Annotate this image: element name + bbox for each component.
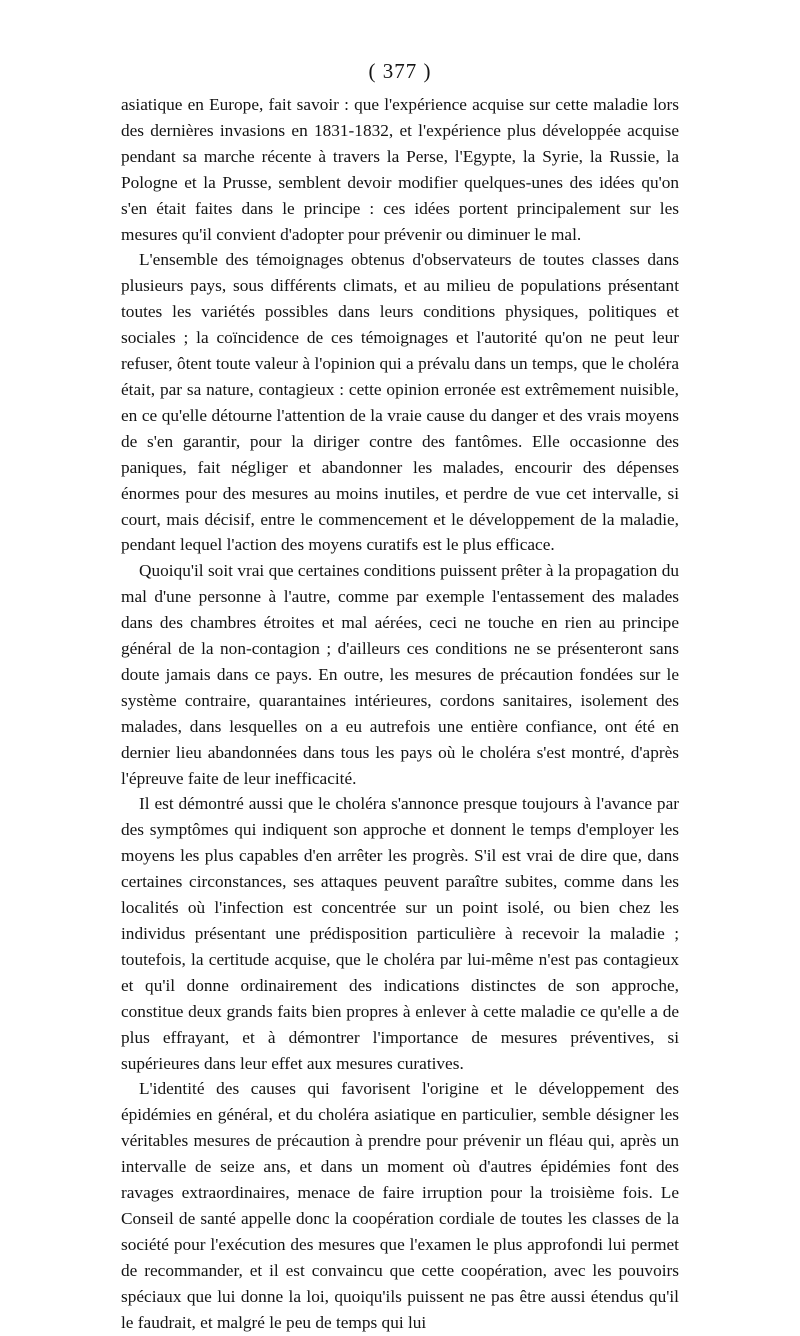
paragraph-identite-causes: L'identité des causes qui favorisent l'origine et le développement des épidémies en général, et du choléra asiatique en particulier, semble désigner les véritables mesures de précaution à prendre pour prévenir un fléau qui, après un intervalle de seize ans, et dans un moment où d'autres épidémies font des ravages extraordinaires, menace de faire irruption pour la troisième fois. Le Conseil de santé appelle donc la coopération cordiale de toutes les classes de la société pour l'exécution des mesures que l'examen le plus approfondi lui permet de recommander, et il est convaincu que cette coopération, avec les pouvoirs spéciaux que lui donne la loi, quoiqu'ils puissent ne pas être aussi étendus qu'il le faudrait, et malgré le peu de temps qui lui xyxy=(121,1079,679,1332)
paragraph-propagation: Quoiqu'il soit vrai que certaines conditions puissent prêter à la propagation du mal d'une personne à l'autre, comme par exemple l'entassement des malades dans des chambres étroites et mal aérées, ceci ne touche en rien au principe général de la non-contagion ; d'ailleurs ces conditions ne se présenteront sans doute jamais dans ce pays. En outre, les mesures de précaution fondées sur le système contraire, quarantaines intérieures, cordons sanitaires, isolement des malades, dans lesquelles on a eu autrefois une entière confiance, ont été en dernier lieu abandonnées dans tous les pays où le choléra s'est montré, d'après l'épreuve faite de leur inefficacité. xyxy=(121,561,679,788)
paragraph-symptomes: Il est démontré aussi que le choléra s'annonce presque toujours à l'avance par des symptômes qui indiquent son approche et donnent le temps d'employer les moyens les plus capables d'en arrêter les progrès. S'il est vrai de dire que, dans certaines circonstances, ses attaques peuvent paraître subites, comme dans les localités où l'infection est concentrée sur un point isolé, ou bien chez les individus présentant une prédisposition particulière à recevoir la maladie ; toutefois, la certitude acquise, que le choléra par lui-même n'est pas contagieux et qu'il donne ordinairement des indications distinctes de son approche, constitue deux grands faits bien propres à enlever à cette maladie ce qu'elle a de plus effrayant, et à démontrer l'importance de mesures préventives, si supérieures dans leur effet aux mesures curatives. xyxy=(121,794,679,1073)
page-number: ( 377 ) xyxy=(368,59,432,83)
paragraph-temoignages: L'ensemble des témoignages obtenus d'observateurs de toutes classes dans plusieurs pays, sous différents climats, et au milieu de populations présentant toutes les variétés possibles dans leurs conditions physiques, politiques et sociales ; la coïncidence de ces témoignages et l'autorité qu'on ne peut leur refuser, ôtent toute valeur à l'opinion qui a prévalu dans un temps, que le choléra était, par sa nature, contagieux : cette opinion erronée est extrêmement nuisible, en ce qu'elle détourne l'attention de la vraie cause du danger et des vrais moyens de s'en garantir, pour la diriger contre des fantômes. Elle occasionne des paniques, fait négliger et abandonner les malades, encourir des dépenses énormes pour des mesures au moins inutiles, et perdre de vue cet intervalle, si court, mais décisif, entre le commencement et le développement de la maladie, pendant lequel l'action des moyens curatifs est le plus efficace. xyxy=(121,250,679,555)
paragraph-continuation: asiatique en Europe, fait savoir : que l'expérience acquise sur cette maladie lors des dernières invasions en 1831-1832, et l'expérience plus développée acquise pendant sa marche récente à travers la Perse, l'Egypte, la Syrie, la Russie, la Pologne et la Prusse, semblent devoir modifier quelques-unes des idées qu'on s'en était faites dans le principe : ces idées portent principalement sur les mesures qu'il convient d'adopter pour prévenir ou diminuer le mal. xyxy=(121,95,679,244)
body-text xyxy=(121,92,679,1336)
